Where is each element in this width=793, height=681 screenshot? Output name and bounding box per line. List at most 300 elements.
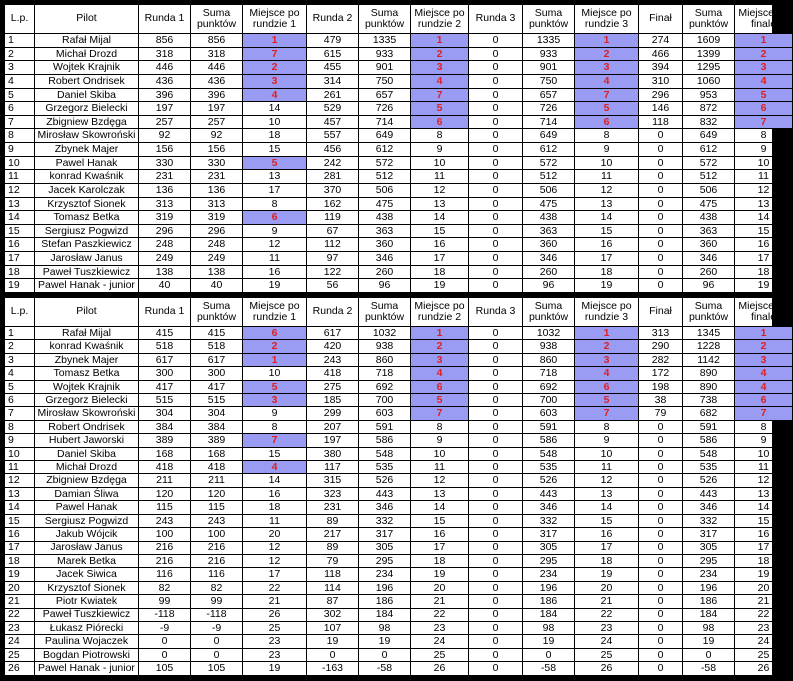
cell-miejsce-1: 2 bbox=[243, 61, 307, 75]
table-row bbox=[5, 327, 793, 340]
table-row bbox=[5, 487, 793, 500]
cell-pilot: Zbynek Majer bbox=[35, 353, 139, 366]
cell-lp: 8 bbox=[5, 420, 35, 433]
table-row bbox=[5, 541, 793, 554]
cell-miejsce-3: 9 bbox=[575, 143, 639, 157]
cell-miejsce-2: 6 bbox=[411, 115, 469, 129]
cell-final: 0 bbox=[639, 662, 683, 675]
cell-pilot: Pawel Hanak - junior bbox=[35, 279, 139, 293]
cell-suma-1: 116 bbox=[191, 568, 243, 581]
cell-final: 0 bbox=[639, 581, 683, 594]
cell-miejsce-final: 9 bbox=[735, 434, 793, 447]
cell-suma-1: 0 bbox=[191, 648, 243, 661]
cell-miejsce-1: 19 bbox=[243, 279, 307, 293]
cell-miejsce-1: 5 bbox=[243, 156, 307, 170]
cell-pilot: Bogdan Piotrowski bbox=[35, 648, 139, 661]
cell-suma-1: 300 bbox=[191, 367, 243, 380]
cell-suma-final: 19 bbox=[683, 635, 735, 648]
cell-pilot: Tomasz Betka bbox=[35, 367, 139, 380]
cell-runda-2: 112 bbox=[307, 238, 359, 252]
cell-miejsce-3: 1 bbox=[575, 327, 639, 340]
cell-runda-1: 92 bbox=[139, 129, 191, 143]
cell-runda-3: 0 bbox=[469, 211, 523, 225]
cell-miejsce-2: 21 bbox=[411, 595, 469, 608]
cell-miejsce-final: 21 bbox=[735, 595, 793, 608]
cell-miejsce-final: 11 bbox=[735, 170, 793, 184]
cell-pilot: Jacek Karolczak bbox=[35, 183, 139, 197]
cell-suma-3: 346 bbox=[523, 501, 575, 514]
cell-suma-final: 0 bbox=[683, 648, 735, 661]
cell-suma-1: 296 bbox=[191, 224, 243, 238]
cell-suma-3: 96 bbox=[523, 279, 575, 293]
cell-miejsce-1: 15 bbox=[243, 447, 307, 460]
cell-suma-1: 318 bbox=[191, 47, 243, 61]
cell-miejsce-1: 7 bbox=[243, 47, 307, 61]
cell-runda-3: 0 bbox=[469, 528, 523, 541]
cell-final: 0 bbox=[639, 447, 683, 460]
table-row bbox=[5, 407, 793, 420]
cell-miejsce-2: 18 bbox=[411, 265, 469, 279]
cell-suma-1: 389 bbox=[191, 434, 243, 447]
cell-suma-2: 346 bbox=[359, 501, 411, 514]
cell-lp: 2 bbox=[5, 47, 35, 61]
cell-miejsce-2: 3 bbox=[411, 353, 469, 366]
cell-suma-2: 714 bbox=[359, 115, 411, 129]
cell-runda-3: 0 bbox=[469, 407, 523, 420]
cell-runda-1: 99 bbox=[139, 595, 191, 608]
table-row bbox=[5, 34, 793, 48]
cell-runda-3: 0 bbox=[469, 115, 523, 129]
cell-final: 0 bbox=[639, 528, 683, 541]
cell-suma-3: 860 bbox=[523, 353, 575, 366]
cell-suma-3: 305 bbox=[523, 541, 575, 554]
table-row bbox=[5, 648, 793, 661]
cell-suma-2: 718 bbox=[359, 367, 411, 380]
cell-lp: 20 bbox=[5, 581, 35, 594]
cell-miejsce-1: 1 bbox=[243, 353, 307, 366]
cell-miejsce-2: 9 bbox=[411, 143, 469, 157]
table-row bbox=[5, 102, 793, 116]
cell-pilot: Krzysztof Sionek bbox=[35, 581, 139, 594]
cell-suma-2: 346 bbox=[359, 252, 411, 266]
cell-miejsce-1: 3 bbox=[243, 74, 307, 88]
cell-miejsce-1: 11 bbox=[243, 252, 307, 266]
column-header-runda-3: Runda 3 bbox=[469, 298, 523, 327]
cell-miejsce-2: 16 bbox=[411, 528, 469, 541]
cell-runda-3: 0 bbox=[469, 501, 523, 514]
cell-suma-final: 96 bbox=[683, 279, 735, 293]
cell-miejsce-2: 13 bbox=[411, 197, 469, 211]
cell-miejsce-final: 14 bbox=[735, 211, 793, 225]
cell-suma-2: 933 bbox=[359, 47, 411, 61]
cell-suma-1: 216 bbox=[191, 541, 243, 554]
cell-suma-final: 346 bbox=[683, 501, 735, 514]
table-row bbox=[5, 183, 793, 197]
cell-suma-1: 40 bbox=[191, 279, 243, 293]
cell-miejsce-1: 23 bbox=[243, 648, 307, 661]
cell-suma-final: 548 bbox=[683, 447, 735, 460]
cell-miejsce-final: 9 bbox=[735, 143, 793, 157]
cell-miejsce-3: 23 bbox=[575, 621, 639, 634]
cell-final: 172 bbox=[639, 367, 683, 380]
cell-runda-3: 0 bbox=[469, 170, 523, 184]
cell-suma-1: 418 bbox=[191, 461, 243, 474]
cell-final: 310 bbox=[639, 74, 683, 88]
cell-suma-2: 96 bbox=[359, 279, 411, 293]
cell-suma-final: 363 bbox=[683, 224, 735, 238]
table-row bbox=[5, 474, 793, 487]
column-header-lp: L.p. bbox=[5, 298, 35, 327]
cell-runda-2: 281 bbox=[307, 170, 359, 184]
table-row bbox=[5, 156, 793, 170]
cell-miejsce-2: 2 bbox=[411, 47, 469, 61]
column-header-pilot: Pilot bbox=[35, 298, 139, 327]
cell-runda-3: 0 bbox=[469, 621, 523, 634]
cell-runda-1: 197 bbox=[139, 102, 191, 116]
cell-miejsce-final: 13 bbox=[735, 487, 793, 500]
cell-lp: 2 bbox=[5, 340, 35, 353]
cell-runda-1: 318 bbox=[139, 47, 191, 61]
cell-lp: 7 bbox=[5, 407, 35, 420]
cell-miejsce-final: 25 bbox=[735, 648, 793, 661]
table-row bbox=[5, 635, 793, 648]
cell-suma-3: 586 bbox=[523, 434, 575, 447]
cell-miejsce-1: 25 bbox=[243, 621, 307, 634]
cell-lp: 6 bbox=[5, 102, 35, 116]
cell-lp: 16 bbox=[5, 238, 35, 252]
cell-final: 146 bbox=[639, 102, 683, 116]
cell-runda-2: 243 bbox=[307, 353, 359, 366]
table-row bbox=[5, 47, 793, 61]
cell-suma-final: 1060 bbox=[683, 74, 735, 88]
cell-pilot: Grzegorz Bielecki bbox=[35, 394, 139, 407]
cell-runda-3: 0 bbox=[469, 635, 523, 648]
cell-lp: 13 bbox=[5, 197, 35, 211]
cell-suma-2: 700 bbox=[359, 394, 411, 407]
cell-miejsce-2: 16 bbox=[411, 238, 469, 252]
cell-final: 0 bbox=[639, 621, 683, 634]
cell-runda-1: 105 bbox=[139, 662, 191, 675]
cell-runda-3: 0 bbox=[469, 252, 523, 266]
cell-pilot: Jacek Siwica bbox=[35, 568, 139, 581]
cell-final: 0 bbox=[639, 541, 683, 554]
cell-miejsce-3: 12 bbox=[575, 183, 639, 197]
cell-runda-1: 248 bbox=[139, 238, 191, 252]
cell-suma-2: 196 bbox=[359, 581, 411, 594]
cell-runda-3: 0 bbox=[469, 514, 523, 527]
cell-suma-3: 346 bbox=[523, 252, 575, 266]
cell-suma-1: 384 bbox=[191, 420, 243, 433]
cell-runda-3: 0 bbox=[469, 129, 523, 143]
cell-runda-2: 114 bbox=[307, 581, 359, 594]
cell-miejsce-final: 18 bbox=[735, 554, 793, 567]
cell-pilot: Grzegorz Bielecki bbox=[35, 102, 139, 116]
cell-miejsce-3: 6 bbox=[575, 115, 639, 129]
cell-runda-2: 617 bbox=[307, 327, 359, 340]
cell-final: 0 bbox=[639, 474, 683, 487]
cell-miejsce-3: 8 bbox=[575, 420, 639, 433]
cell-pilot: Jakub Wójcik bbox=[35, 528, 139, 541]
cell-suma-3: 512 bbox=[523, 170, 575, 184]
cell-lp: 17 bbox=[5, 252, 35, 266]
cell-miejsce-3: 19 bbox=[575, 279, 639, 293]
cell-lp: 1 bbox=[5, 327, 35, 340]
cell-runda-2: 119 bbox=[307, 211, 359, 225]
cell-runda-1: 300 bbox=[139, 367, 191, 380]
table-body bbox=[5, 34, 793, 293]
results-panel-1 bbox=[4, 4, 789, 292]
cell-miejsce-final: 4 bbox=[735, 74, 793, 88]
cell-runda-1: 0 bbox=[139, 648, 191, 661]
cell-runda-2: 315 bbox=[307, 474, 359, 487]
cell-suma-2: 657 bbox=[359, 88, 411, 102]
cell-miejsce-2: 25 bbox=[411, 648, 469, 661]
cell-lp: 26 bbox=[5, 662, 35, 675]
cell-runda-1: 384 bbox=[139, 420, 191, 433]
cell-suma-final: 1142 bbox=[683, 353, 735, 366]
cell-final: 198 bbox=[639, 380, 683, 393]
cell-runda-1: 82 bbox=[139, 581, 191, 594]
cell-lp: 11 bbox=[5, 461, 35, 474]
cell-suma-final: 184 bbox=[683, 608, 735, 621]
table-row bbox=[5, 608, 793, 621]
cell-miejsce-1: 9 bbox=[243, 407, 307, 420]
cell-miejsce-2: 14 bbox=[411, 501, 469, 514]
cell-runda-2: 456 bbox=[307, 143, 359, 157]
cell-pilot: Wojtek Krajnik bbox=[35, 61, 139, 75]
cell-suma-final: 196 bbox=[683, 581, 735, 594]
cell-miejsce-3: 24 bbox=[575, 635, 639, 648]
cell-miejsce-1: 16 bbox=[243, 265, 307, 279]
cell-miejsce-3: 5 bbox=[575, 102, 639, 116]
cell-suma-2: 938 bbox=[359, 340, 411, 353]
cell-runda-1: 304 bbox=[139, 407, 191, 420]
cell-miejsce-3: 15 bbox=[575, 224, 639, 238]
cell-miejsce-2: 1 bbox=[411, 34, 469, 48]
cell-miejsce-final: 15 bbox=[735, 224, 793, 238]
cell-miejsce-3: 21 bbox=[575, 595, 639, 608]
cell-suma-2: 186 bbox=[359, 595, 411, 608]
cell-miejsce-1: 26 bbox=[243, 608, 307, 621]
cell-runda-2: -163 bbox=[307, 662, 359, 675]
cell-miejsce-1: 16 bbox=[243, 487, 307, 500]
cell-runda-1: 389 bbox=[139, 434, 191, 447]
cell-suma-1: 105 bbox=[191, 662, 243, 675]
cell-suma-final: 438 bbox=[683, 211, 735, 225]
cell-miejsce-2: 15 bbox=[411, 514, 469, 527]
cell-miejsce-1: 11 bbox=[243, 514, 307, 527]
cell-pilot: Paweł Tuszkiewicz bbox=[35, 265, 139, 279]
cell-suma-1: 168 bbox=[191, 447, 243, 460]
cell-runda-3: 0 bbox=[469, 554, 523, 567]
column-header-suma-3: Suma punktów bbox=[523, 298, 575, 327]
cell-suma-2: 603 bbox=[359, 407, 411, 420]
cell-pilot: Jarosław Janus bbox=[35, 541, 139, 554]
cell-suma-1: 243 bbox=[191, 514, 243, 527]
table-row bbox=[5, 129, 793, 143]
cell-runda-1: -9 bbox=[139, 621, 191, 634]
cell-miejsce-2: 8 bbox=[411, 129, 469, 143]
cell-suma-2: 438 bbox=[359, 211, 411, 225]
cell-suma-final: 572 bbox=[683, 156, 735, 170]
cell-suma-3: 234 bbox=[523, 568, 575, 581]
cell-runda-2: 479 bbox=[307, 34, 359, 48]
cell-miejsce-3: 19 bbox=[575, 568, 639, 581]
cell-pilot: Mirosław Skowroński bbox=[35, 129, 139, 143]
column-header-miejsce-final: Miejsce po finale bbox=[735, 298, 793, 327]
cell-final: 274 bbox=[639, 34, 683, 48]
cell-suma-final: 98 bbox=[683, 621, 735, 634]
cell-suma-final: 1228 bbox=[683, 340, 735, 353]
cell-suma-final: 186 bbox=[683, 595, 735, 608]
cell-miejsce-1: 8 bbox=[243, 197, 307, 211]
cell-suma-2: 234 bbox=[359, 568, 411, 581]
cell-runda-3: 0 bbox=[469, 487, 523, 500]
cell-pilot: Pawel Hanak - junior bbox=[35, 662, 139, 675]
cell-lp: 5 bbox=[5, 88, 35, 102]
cell-suma-2: 860 bbox=[359, 353, 411, 366]
cell-miejsce-3: 16 bbox=[575, 528, 639, 541]
cell-miejsce-final: 22 bbox=[735, 608, 793, 621]
cell-runda-3: 0 bbox=[469, 238, 523, 252]
cell-final: 0 bbox=[639, 501, 683, 514]
cell-suma-1: 156 bbox=[191, 143, 243, 157]
table-row bbox=[5, 581, 793, 594]
cell-suma-3: 186 bbox=[523, 595, 575, 608]
cell-suma-final: 649 bbox=[683, 129, 735, 143]
cell-miejsce-2: 7 bbox=[411, 88, 469, 102]
cell-lp: 5 bbox=[5, 380, 35, 393]
table-row bbox=[5, 115, 793, 129]
cell-miejsce-2: 13 bbox=[411, 487, 469, 500]
cell-miejsce-1: 3 bbox=[243, 394, 307, 407]
cell-final: 0 bbox=[639, 197, 683, 211]
cell-suma-2: 612 bbox=[359, 143, 411, 157]
cell-miejsce-1: 17 bbox=[243, 568, 307, 581]
cell-miejsce-1: 8 bbox=[243, 420, 307, 433]
cell-suma-2: 184 bbox=[359, 608, 411, 621]
cell-runda-2: 56 bbox=[307, 279, 359, 293]
cell-miejsce-final: 1 bbox=[735, 327, 793, 340]
cell-suma-1: -9 bbox=[191, 621, 243, 634]
cell-miejsce-2: 12 bbox=[411, 183, 469, 197]
table-row bbox=[5, 434, 793, 447]
table-row bbox=[5, 568, 793, 581]
cell-runda-3: 0 bbox=[469, 327, 523, 340]
cell-miejsce-final: 16 bbox=[735, 528, 793, 541]
cell-runda-1: -118 bbox=[139, 608, 191, 621]
cell-lp: 13 bbox=[5, 487, 35, 500]
cell-suma-1: -118 bbox=[191, 608, 243, 621]
cell-miejsce-1: 9 bbox=[243, 224, 307, 238]
column-header-miejsce-final: Miejsce po finale bbox=[735, 5, 793, 34]
cell-miejsce-final: 6 bbox=[735, 102, 793, 116]
cell-miejsce-3: 4 bbox=[575, 367, 639, 380]
cell-runda-3: 0 bbox=[469, 183, 523, 197]
table-row bbox=[5, 461, 793, 474]
cell-miejsce-final: 5 bbox=[735, 88, 793, 102]
cell-pilot: Michał Drozd bbox=[35, 47, 139, 61]
cell-miejsce-3: 2 bbox=[575, 47, 639, 61]
cell-suma-2: 443 bbox=[359, 487, 411, 500]
cell-miejsce-final: 6 bbox=[735, 394, 793, 407]
column-header-lp: L.p. bbox=[5, 5, 35, 34]
cell-suma-3: 700 bbox=[523, 394, 575, 407]
cell-pilot: Krzysztof Sionek bbox=[35, 197, 139, 211]
cell-runda-3: 0 bbox=[469, 447, 523, 460]
cell-lp: 16 bbox=[5, 528, 35, 541]
cell-miejsce-1: 2 bbox=[243, 340, 307, 353]
cell-suma-final: 317 bbox=[683, 528, 735, 541]
cell-runda-2: 162 bbox=[307, 197, 359, 211]
cell-lp: 18 bbox=[5, 265, 35, 279]
cell-suma-1: 120 bbox=[191, 487, 243, 500]
cell-miejsce-2: 10 bbox=[411, 156, 469, 170]
cell-suma-2: 1032 bbox=[359, 327, 411, 340]
cell-pilot: Daniel Skiba bbox=[35, 447, 139, 460]
cell-suma-final: 526 bbox=[683, 474, 735, 487]
cell-miejsce-1: 13 bbox=[243, 170, 307, 184]
cell-runda-2: 67 bbox=[307, 224, 359, 238]
cell-suma-3: 692 bbox=[523, 380, 575, 393]
cell-lp: 21 bbox=[5, 595, 35, 608]
cell-miejsce-1: 19 bbox=[243, 662, 307, 675]
cell-lp: 3 bbox=[5, 353, 35, 366]
cell-runda-3: 0 bbox=[469, 461, 523, 474]
cell-pilot: Paweł Tuszkiewicz bbox=[35, 608, 139, 621]
cell-suma-final: 1295 bbox=[683, 61, 735, 75]
column-header-final: Finał bbox=[639, 298, 683, 327]
cell-runda-1: 100 bbox=[139, 528, 191, 541]
cell-lp: 11 bbox=[5, 170, 35, 184]
cell-suma-final: 586 bbox=[683, 434, 735, 447]
cell-runda-1: 418 bbox=[139, 461, 191, 474]
cell-miejsce-1: 21 bbox=[243, 595, 307, 608]
cell-miejsce-final: 8 bbox=[735, 129, 793, 143]
cell-runda-1: 0 bbox=[139, 635, 191, 648]
cell-miejsce-1: 12 bbox=[243, 554, 307, 567]
cell-suma-3: 603 bbox=[523, 407, 575, 420]
cell-runda-1: 156 bbox=[139, 143, 191, 157]
cell-suma-1: 313 bbox=[191, 197, 243, 211]
cell-lp: 15 bbox=[5, 224, 35, 238]
table-row bbox=[5, 279, 793, 293]
table-row bbox=[5, 528, 793, 541]
cell-runda-2: 323 bbox=[307, 487, 359, 500]
cell-suma-2: 526 bbox=[359, 474, 411, 487]
cell-miejsce-2: 1 bbox=[411, 327, 469, 340]
cell-pilot: Paulina Wojaczek bbox=[35, 635, 139, 648]
cell-final: 0 bbox=[639, 608, 683, 621]
column-header-suma-1: Suma punktów bbox=[191, 298, 243, 327]
cell-miejsce-1: 12 bbox=[243, 541, 307, 554]
cell-final: 0 bbox=[639, 211, 683, 225]
cell-pilot: Zbynek Majer bbox=[35, 143, 139, 157]
cell-suma-final: 346 bbox=[683, 252, 735, 266]
cell-miejsce-1: 15 bbox=[243, 143, 307, 157]
column-header-miejsce-2: Miejsce po rundzie 2 bbox=[411, 5, 469, 34]
cell-suma-2: 692 bbox=[359, 380, 411, 393]
cell-miejsce-final: 4 bbox=[735, 380, 793, 393]
cell-suma-final: 443 bbox=[683, 487, 735, 500]
cell-miejsce-3: 9 bbox=[575, 434, 639, 447]
cell-suma-1: 92 bbox=[191, 129, 243, 143]
cell-final: 0 bbox=[639, 183, 683, 197]
table-row bbox=[5, 394, 793, 407]
cell-miejsce-final: 3 bbox=[735, 353, 793, 366]
cell-lp: 7 bbox=[5, 115, 35, 129]
cell-suma-3: 0 bbox=[523, 648, 575, 661]
